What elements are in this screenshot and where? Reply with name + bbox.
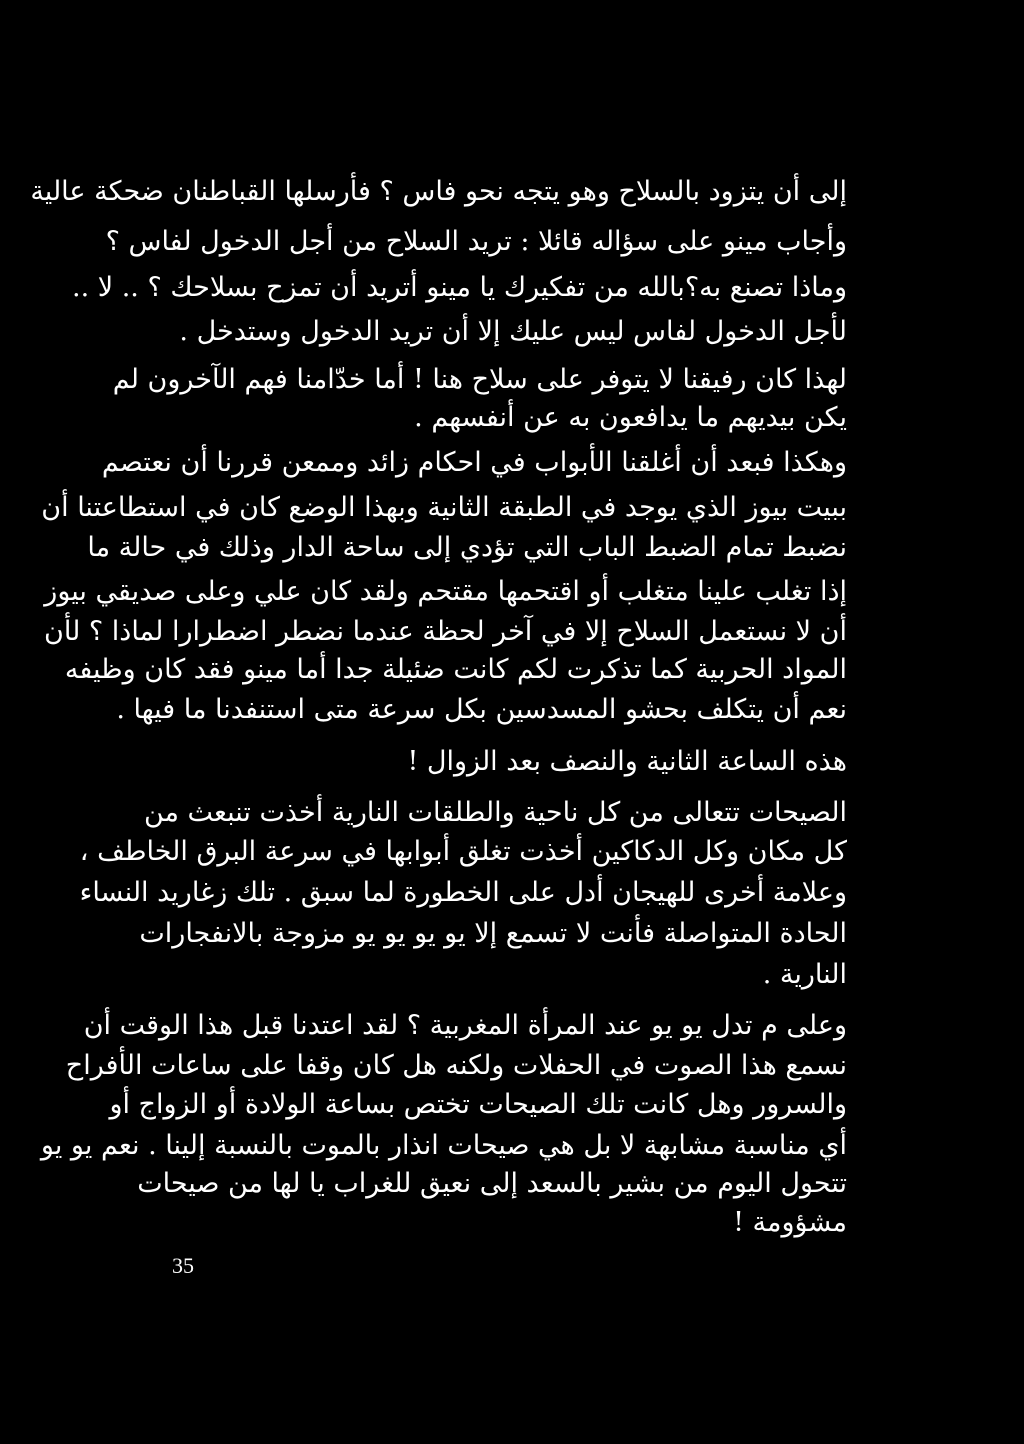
text-line: لهذا كان رفيقنا لا يتوفر على سلاح هنا ! أما خدّامنا فهم الآخرون لم	[112, 364, 847, 395]
page-number: 35	[172, 1253, 194, 1278]
text-line: النارية .	[762, 959, 847, 990]
text-line: نضبط تمام الضبط الباب التي تؤدي إلى ساحة الدار وذلك في حالة ما	[87, 532, 847, 563]
text-line: ببيت بيوز الذي يوجد في الطبقة الثانية وبهذا الوضع كان في استطاعتنا أن	[41, 492, 847, 523]
text-line: وأجاب مينو على سؤاله قائلا : تريد السلاح من أجل الدخول لفاس ؟	[105, 226, 847, 257]
text-body	[30, 0, 847, 1444]
text-line: نعم أن يتكلف بحشو المسدسين بكل سرعة متى استنفدنا ما فيها .	[116, 694, 847, 725]
text-line: وعلى م تدل يو يو عند المرأة المغربية ؟ لقد اعتدنا قبل هذا الوقت أن	[83, 1010, 847, 1041]
text-line: مشؤومة !	[733, 1207, 847, 1238]
text-line: وماذا تصنع به؟بالله من تفكيرك يا مينو أتريد أن تمزح بسلاحك ؟ .. لا ..	[72, 272, 847, 303]
text-line: لأجل الدخول لفاس ليس عليك إلا أن تريد الدخول وستدخل .	[179, 316, 847, 347]
text-line: هذه الساعة الثانية والنصف بعد الزوال !	[407, 746, 847, 777]
text-line: إذا تغلب علينا متغلب أو اقتحمها مقتحم ولقد كان علي وعلى صديقي بيوز	[44, 576, 847, 607]
text-line: الحادة المتواصلة فأنت لا تسمع إلا يو يو يو يو مزوجة بالانفجارات	[139, 918, 847, 949]
text-line: أن لا نستعمل السلاح إلا في آخر لحظة عندما نضطر اضطرارا لماذا ؟ لأن	[44, 616, 847, 647]
text-line: المواد الحربية كما تذكرت لكم كانت ضئيلة جدا أما مينو فقد كان وظيفه	[64, 654, 847, 685]
text-line: الصيحات تتعالى من كل ناحية والطلقات النارية أخذت تنبعث من	[143, 797, 847, 828]
text-line: يكن بيديهم ما يدافعون به عن أنفسهم .	[414, 402, 847, 433]
text-line: تتحول اليوم من بشير بالسعد إلى نعيق للغراب يا لها من صيحات	[137, 1168, 847, 1199]
text-line: كل مكان وكل الدكاكين أخذت تغلق أبوابها في سرعة البرق الخاطف ،	[79, 836, 847, 867]
text-line: نسمع هذا الصوت في الحفلات ولكنه هل كان وقفا على ساعات الأفراح	[65, 1050, 847, 1081]
text-line: والسرور وهل كانت تلك الصيحات تختص بساعة الولادة أو الزواج أو	[109, 1089, 847, 1120]
text-line: وهكذا فبعد أن أغلقنا الأبواب في احكام زائد وممعن قررنا أن نعتصم	[101, 447, 847, 478]
text-line: أي مناسبة مشابهة لا بل هي صيحات انذار بالموت بالنسبة إلينا . نعم يو يو	[40, 1130, 847, 1161]
text-line: إلى أن يتزود بالسلاح وهو يتجه نحو فاس ؟ فأرسلها القباطنان ضحكة عالية	[30, 176, 847, 207]
text-line: وعلامة أخرى للهيجان أدل على الخطورة لما سبق . تلك زغاريد النساء	[79, 877, 847, 908]
